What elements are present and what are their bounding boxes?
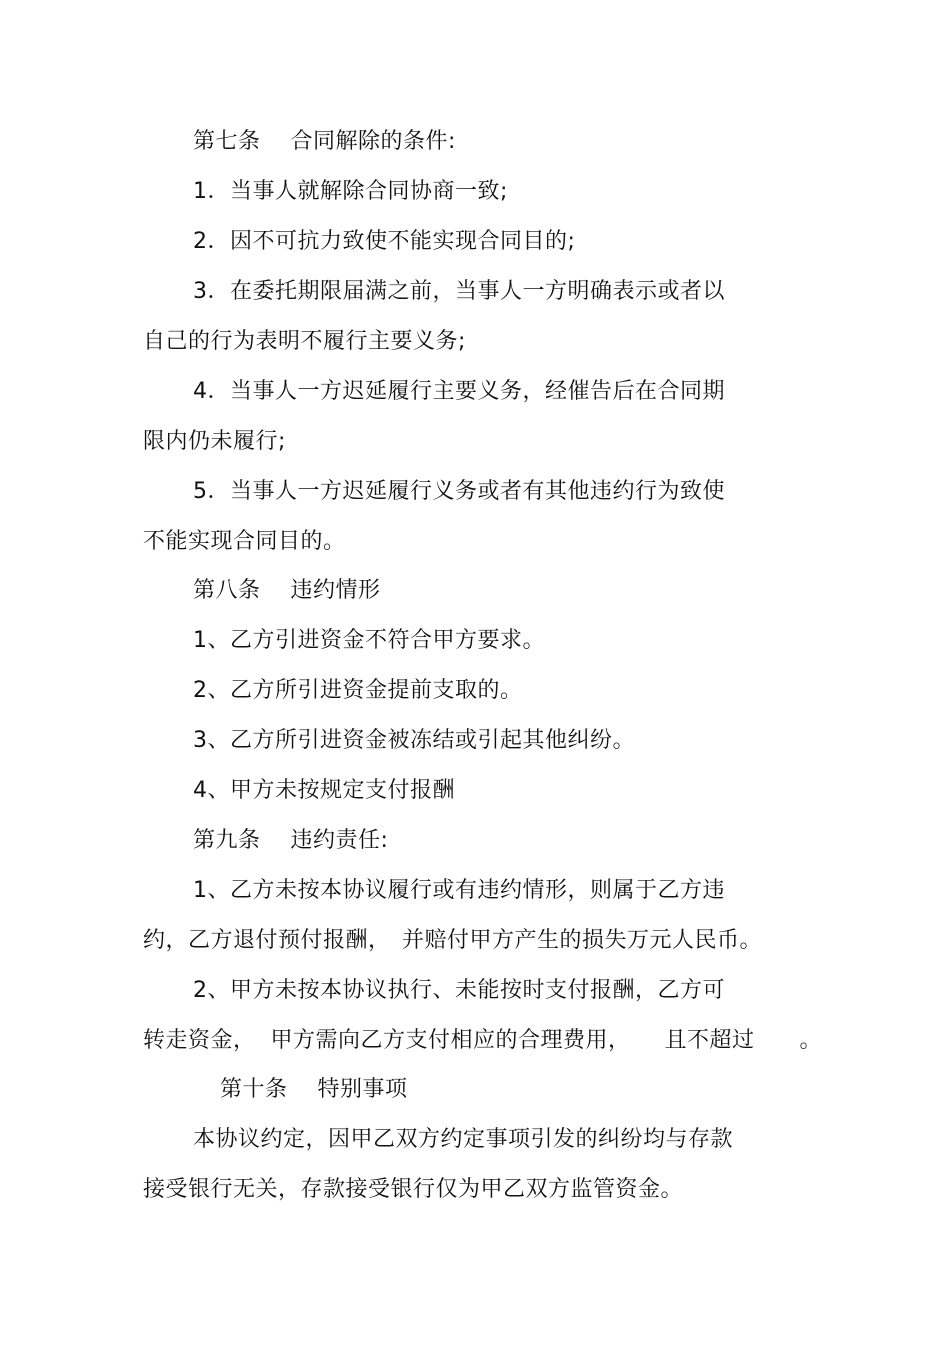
- article-7-item-4-cont: 限内仍未履行;: [143, 429, 286, 454]
- article-10-heading: 第十条 特别事项: [220, 1077, 408, 1102]
- article-8-item-4: 4、甲方未按规定支付报酬: [193, 778, 455, 803]
- article-9-item-2-cont: 转走资金， 甲方需向乙方支付相应的合理费用， 且不超过 。: [143, 1028, 822, 1053]
- article-9-heading: 第九条 违约责任:: [193, 828, 389, 853]
- article-7-item-3: 3．在委托期限届满之前，当事人一方明确表示或者以: [193, 279, 725, 304]
- article-7-item-5: 5．当事人一方迟延履行义务或者有其他违约行为致使: [193, 479, 725, 504]
- article-9-item-1: 1、乙方未按本协议履行或有违约情形，则属于乙方违: [193, 878, 725, 903]
- article-9-item-1-cont: 约，乙方退付预付报酬， 并赔付甲方产生的损失万元人民币。: [143, 928, 763, 953]
- article-7-heading: 第七条 合同解除的条件:: [193, 129, 456, 154]
- article-8-item-2: 2、乙方所引进资金提前支取的。: [193, 678, 523, 703]
- article-7-item-5-cont: 不能实现合同目的。: [143, 529, 346, 554]
- article-7-item-3-cont: 自己的行为表明不履行主要义务;: [143, 329, 466, 354]
- article-8-heading: 第八条 违约情形: [193, 578, 381, 603]
- article-10-body-cont: 接受银行无关，存款接受银行仅为甲乙双方监管资金。: [143, 1177, 684, 1202]
- article-10-body: 本协议约定，因甲乙双方约定事项引发的纠纷均与存款: [193, 1127, 734, 1152]
- article-7-item-4: 4．当事人一方迟延履行主要义务，经催告后在合同期: [193, 379, 725, 404]
- article-8-item-1: 1、乙方引进资金不符合甲方要求。: [193, 628, 545, 653]
- article-7-item-1: 1．当事人就解除合同协商一致;: [193, 179, 508, 204]
- article-8-item-3: 3、乙方所引进资金被冻结或引起其他纠纷。: [193, 728, 635, 753]
- article-7-item-2: 2．因不可抗力致使不能实现合同目的;: [193, 229, 576, 254]
- article-9-item-2: 2、甲方未按本协议执行、未能按时支付报酬，乙方可: [193, 978, 725, 1003]
